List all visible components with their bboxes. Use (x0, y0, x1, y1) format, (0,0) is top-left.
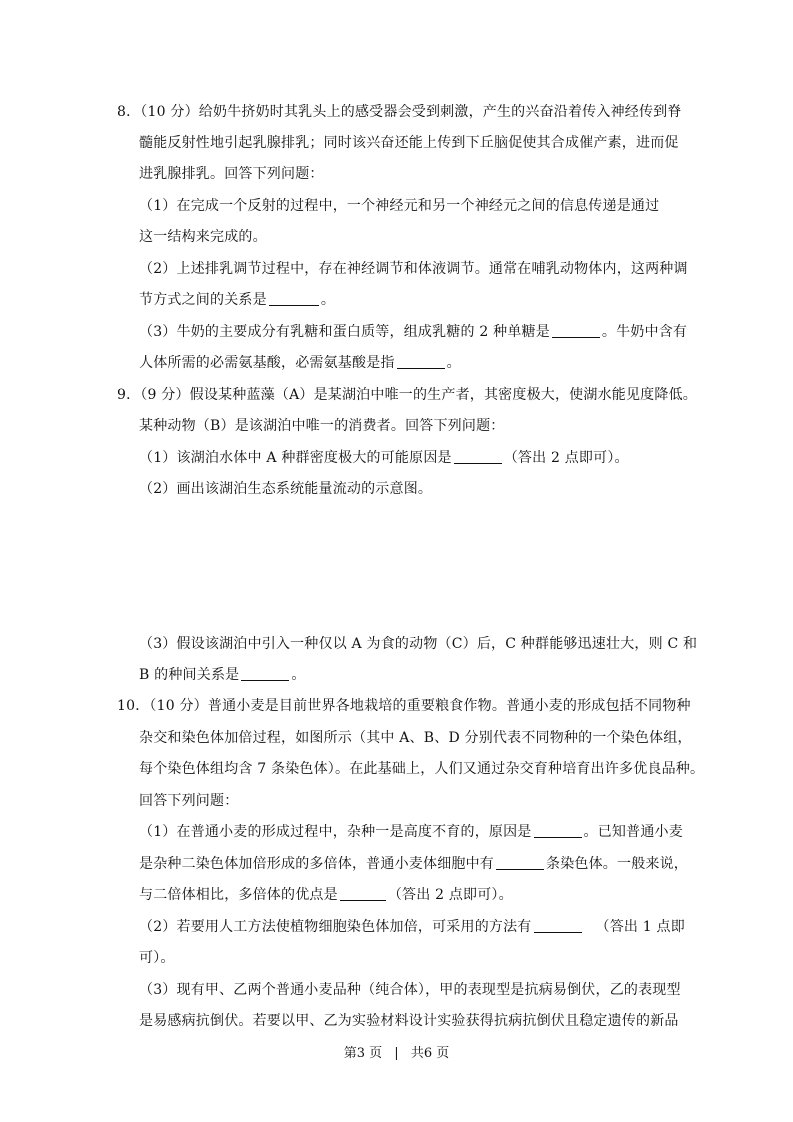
q10-part1-text-e: 与二倍体相比，多倍体的优点是 (139, 887, 338, 903)
answer-blank[interactable] (340, 886, 386, 901)
q8-part3-text-b: 。牛奶中含有 (601, 324, 688, 340)
footer-separator: | (394, 1046, 399, 1061)
q8-part1-line-1: （1）在完成一个反射的过程中，一个神经元和另一个神经元之间的信息传递是通过 (139, 198, 660, 214)
q8-part3-line-2 (139, 354, 461, 372)
q8-stem-line-3: 进乳腺排乳。回答下列问题： (139, 166, 324, 182)
q9-part1-text: （1）该湖泊水体中 A 种群密度极大的可能原因是 (139, 450, 452, 466)
q9-stem-line-1: 9．（9 分）假设某种蓝藻（A）是某湖泊中唯一的生产者，其密度极大，使湖水能见度降低。 (117, 387, 697, 403)
answer-blank[interactable] (241, 666, 289, 681)
q10-part1-line-1 (139, 823, 683, 841)
q10-part1-line-2 (139, 855, 688, 873)
q8-part2-line-2 (139, 291, 335, 309)
q9-part3-end: 。 (291, 667, 306, 683)
q8-part2-line-1: （2）上述排乳调节过程中，存在神经调节和体液调节。通常在哺乳动物体内，这两种调 (139, 261, 688, 277)
q8-stem-line-1: 8．（10 分）给奶牛挤奶时其乳头上的感受器会受到刺激，产生的兴奋沿着传入神经传到脊 (117, 104, 682, 120)
q10-stem-line-2: 杂交和染色体加倍过程，如图所示（其中 A、B、D 分别代表不同物种的一个染色体组， (139, 730, 692, 746)
q8-part2-end: 。 (320, 292, 336, 308)
q8-part3-text-c: 人体所需的必需氨基酸，必需氨基酸是指 (139, 355, 395, 371)
answer-blank[interactable] (496, 855, 544, 870)
q10-stem-line-1: 10．（10 分）普通小麦是目前世界各地栽培的重要粮食作物。普通小麦的形成包括不同物种 (117, 698, 691, 714)
q8-part3-line-1 (139, 323, 687, 341)
q8-part2-text: 节方式之间的关系是 (139, 292, 267, 308)
q9-part3-line-2 (139, 666, 306, 684)
page-number: 第3 页 (343, 1046, 383, 1061)
q10-stem-line-3: 每个染色体组均含 7 条染色体）。在此基础上，人们又通过杂交育种培育出许多优良品种。 (139, 761, 705, 777)
q10-part1-line-3 (139, 886, 513, 904)
answer-blank[interactable] (269, 291, 319, 306)
answer-blank[interactable] (454, 449, 502, 464)
answer-blank[interactable] (397, 354, 445, 369)
q10-part2-line-2: 可）。 (139, 950, 175, 966)
q8-part3-text-a: （3）牛奶的主要成分有乳糖和蛋白质等，组成乳糖的 2 种单糖是 (139, 324, 550, 340)
q8-part1-line-2: 这一结构来完成的。 (139, 229, 267, 245)
answer-blank[interactable] (534, 918, 582, 933)
q10-part1-text-d: 条染色体。一般来说， (546, 856, 688, 872)
answer-blank[interactable] (534, 823, 582, 838)
q9-part3-line-1: （3）假设该湖泊中引入一种仅以 A 为食的动物（C）后，C 种群能够迅速壮大，则 C 和 (139, 636, 698, 652)
q10-part1-text-a: （1）在普通小麦的形成过程中，杂种一是高度不育的，原因是 (139, 824, 532, 840)
q9-part1 (139, 449, 629, 467)
q10-part2-hint: （答出 1 点即 (595, 919, 685, 935)
q8-stem-line-2: 髓能反射性地引起乳腺排乳；同时该兴奋还能上传到下丘脑促使其合成催产素，进而促 (139, 135, 679, 151)
q10-part2-text: （2）若要用人工方法使植物细胞染色体加倍，可采用的方法有 (139, 919, 532, 935)
q10-part1-hint: （答出 2 点即可）。 (387, 887, 513, 903)
answer-blank[interactable] (552, 323, 600, 338)
q10-part3-line-1: （3）现有甲、乙两个普通小麦品种（纯合体），甲的表现型是抗病易倒伏，乙的表现型 (139, 982, 681, 998)
q9-part2: （2）画出该湖泊生态系统能量流动的示意图。 (139, 481, 433, 497)
q10-stem-line-4: 回答下列问题： (139, 793, 239, 809)
q9-part3-text: B 的种间关系是 (139, 667, 240, 683)
page-footer (0, 1042, 793, 1061)
q10-part3-line-2: 是易感病抗倒伏。若要以甲、乙为实验材料设计实验获得抗病抗倒伏且稳定遗传的新品 (139, 1013, 679, 1029)
q9-stem-line-2: 某种动物（B）是该湖泊中唯一的消费者。回答下列问题： (139, 418, 505, 434)
q10-part1-text-c: 是杂种二染色体加倍形成的多倍体，普通小麦体细胞中有 (139, 856, 494, 872)
q10-part1-text-b: 。已知普通小麦 (583, 824, 683, 840)
q8-part3-end: 。 (446, 355, 461, 371)
q10-part2-line-1 (139, 918, 685, 936)
page-total: 共6 页 (410, 1046, 450, 1061)
q9-part1-hint: （答出 2 点即可）。 (503, 450, 629, 466)
